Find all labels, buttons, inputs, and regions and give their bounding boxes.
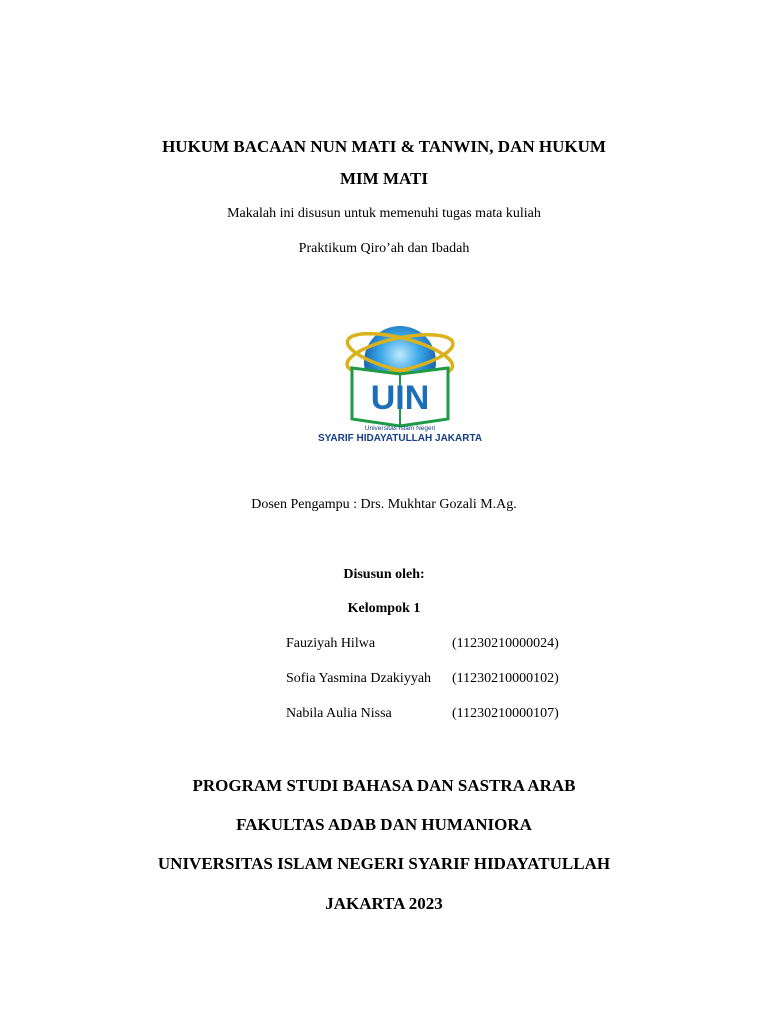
- university-line: UNIVERSITAS ISLAM NEGERI SYARIF HIDAYATULLAH: [157, 854, 611, 873]
- title-line-1: HUKUM BACAAN NUN MATI & TANWIN, DAN HUKUM: [162, 137, 606, 156]
- program-line: PROGRAM STUDI BAHASA DAN SASTRA ARAB: [192, 776, 576, 795]
- member-name: Nabila Aulia Nissa: [286, 706, 392, 721]
- subtitle-line-1: Makalah ini disusun untuk memenuhi tugas mata kuliah: [227, 206, 541, 221]
- logo-name-text: SYARIF HIDAYATULLAH JAKARTA: [317, 433, 483, 444]
- faculty-line: FAKULTAS ADAB DAN HUMANIORA: [236, 815, 532, 834]
- logo-subtitle-text: Universitas Islam Negeri: [364, 425, 436, 432]
- member-name: Fauziyah Hilwa: [286, 636, 376, 651]
- logo-uin-text: UIN: [370, 379, 430, 417]
- subtitle-line-2: Praktikum Qiro’ah dan Ibadah: [298, 241, 470, 256]
- member-nim: (11230210000102): [452, 671, 559, 686]
- lecturer-line: Dosen Pengampu : Drs. Mukhtar Gozali M.Ag.: [251, 497, 517, 512]
- member-nim: (11230210000024): [452, 636, 559, 651]
- title-line-2: MIM MATI: [340, 169, 428, 188]
- group-label: Kelompok 1: [347, 601, 421, 616]
- compiled-by-label: Disusun oleh:: [343, 567, 425, 582]
- uin-logo: [300, 316, 500, 450]
- member-nim: (11230210000107): [452, 706, 559, 721]
- city-year-line: JAKARTA 2023: [325, 894, 443, 913]
- member-name: Sofia Yasmina Dzakiyyah: [286, 671, 432, 686]
